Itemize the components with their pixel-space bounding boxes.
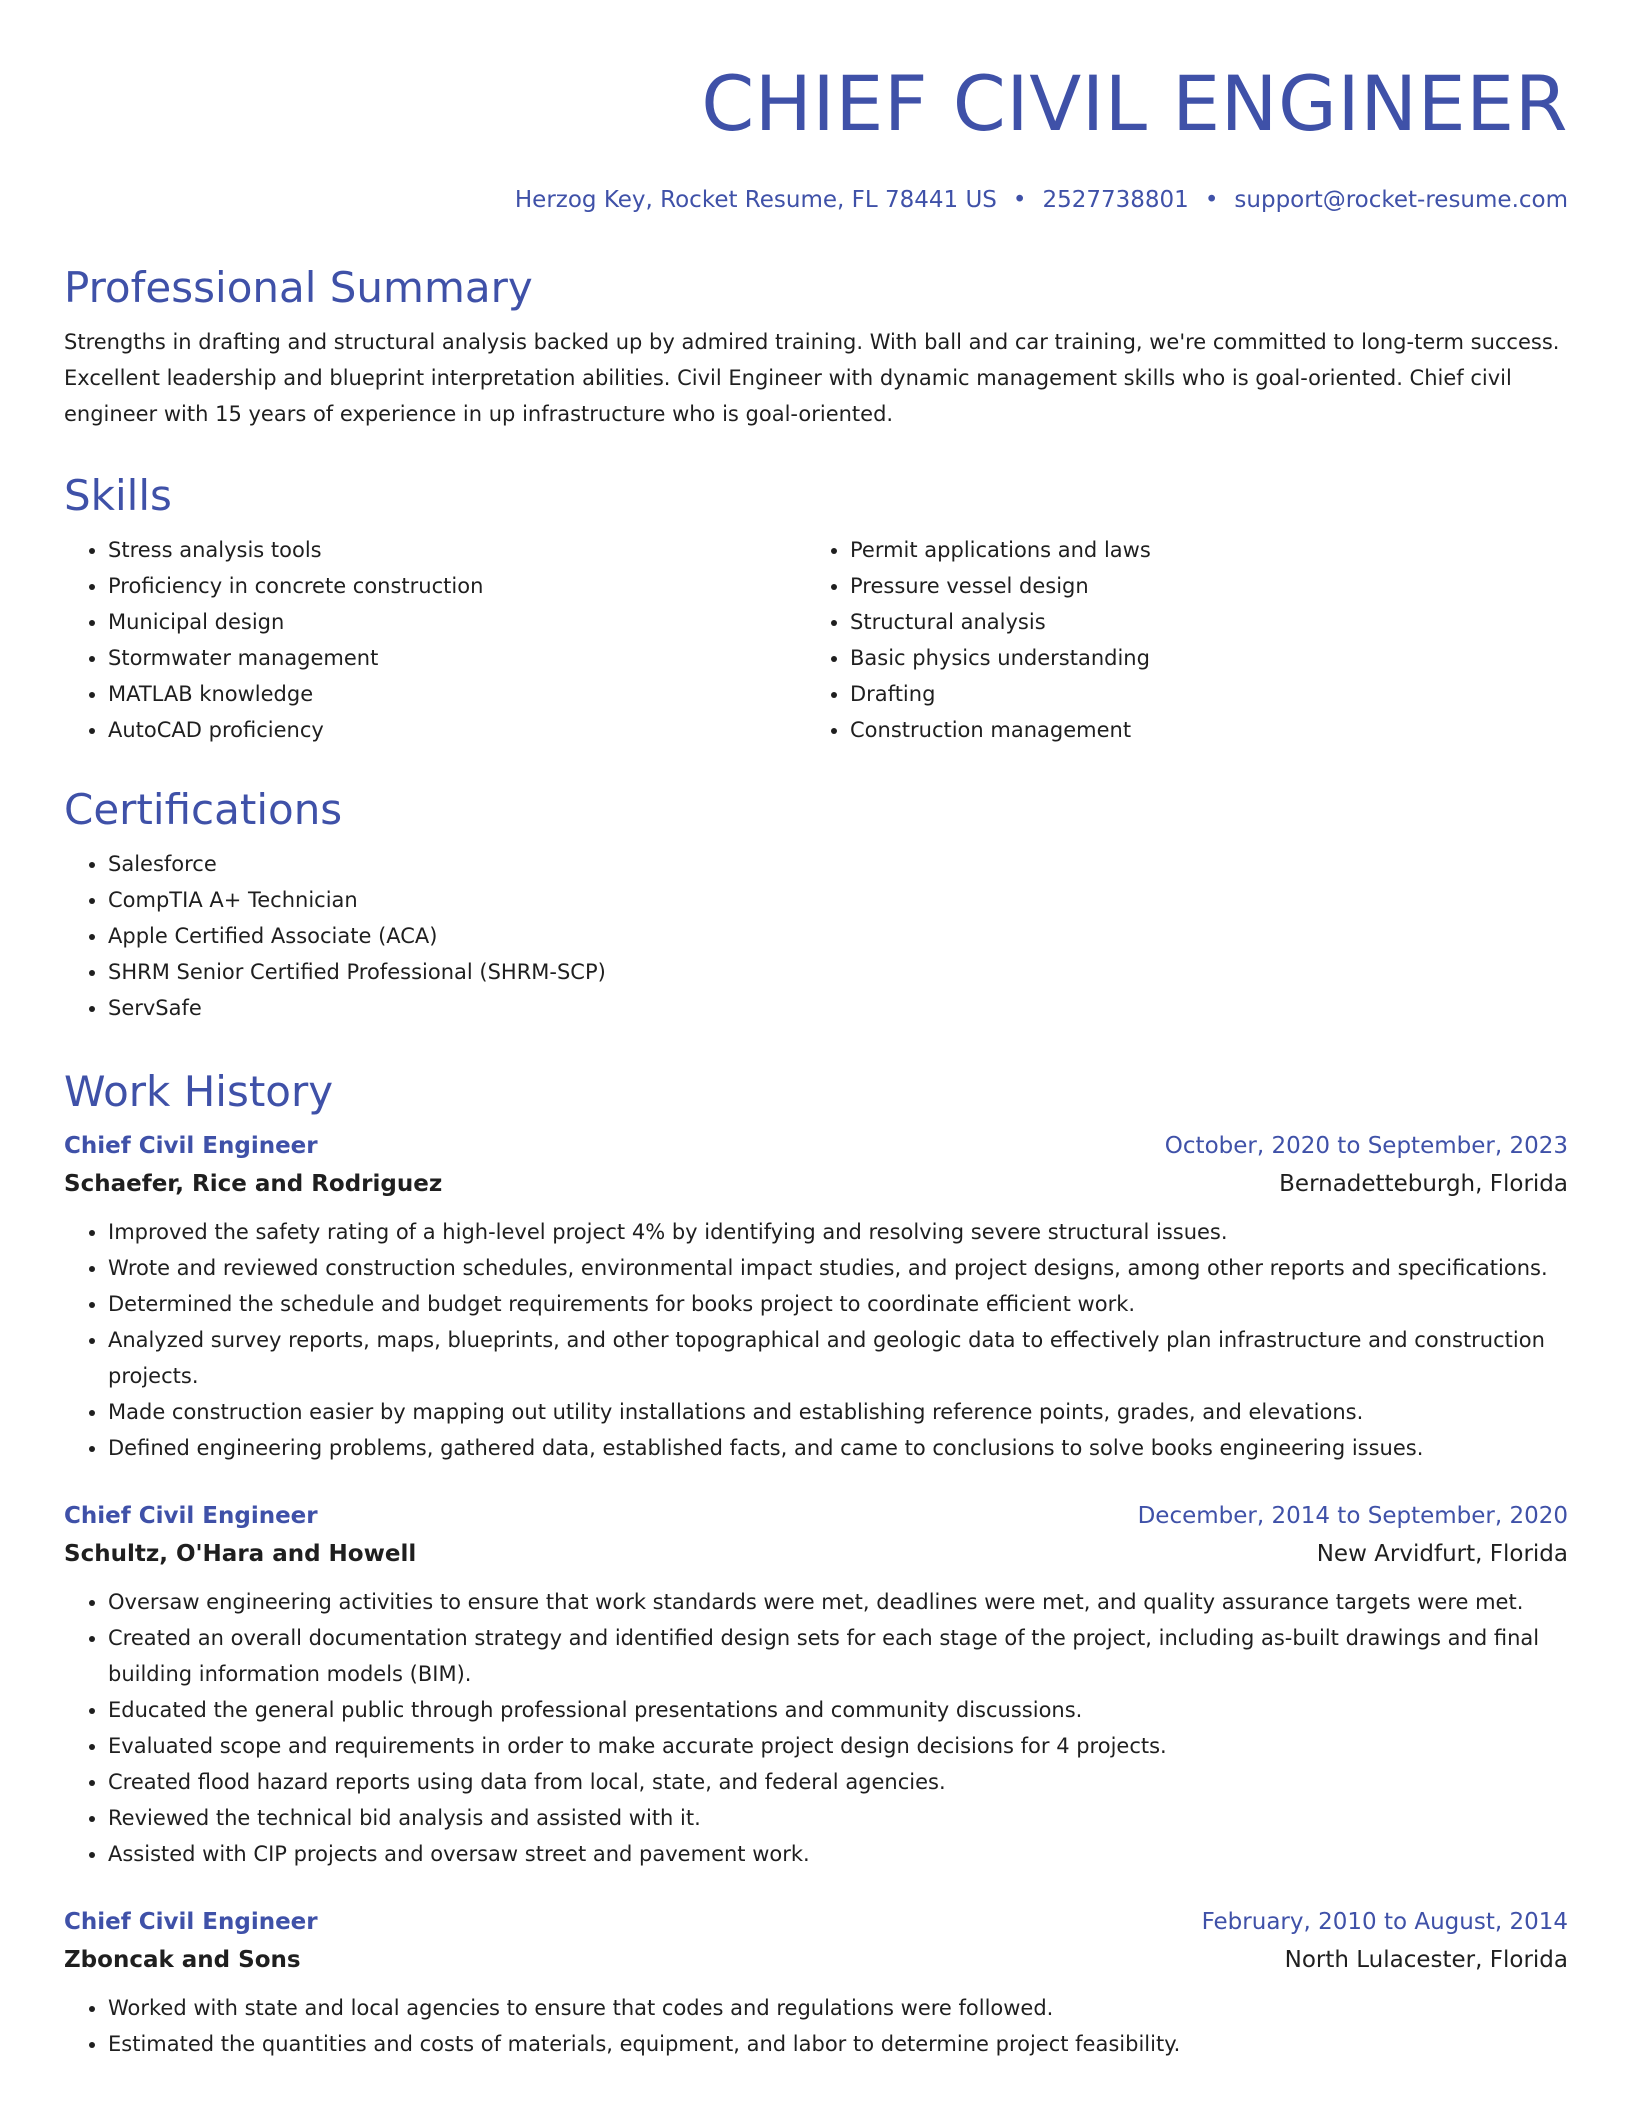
list-item: • Improved the safety rating of a high-level project 4% by identifying and resolving severe structural issues. (108, 1214, 1568, 1250)
skills-heading: Skills (64, 471, 172, 520)
list-item: • ServSafe (108, 990, 1568, 1026)
work-history-section (64, 1066, 1568, 2062)
list-item: • Stormwater management (108, 640, 806, 676)
list-item: • Created flood hazard reports using data from local, state, and federal agencies. (108, 1764, 1568, 1800)
list-item: • Evaluated scope and requirements in order to make accurate project design decisions for 4 projects. (108, 1728, 1568, 1764)
list-item: • Salesforce (108, 846, 1568, 882)
job-bullets (64, 1214, 1568, 1466)
job-bullets (64, 1990, 1568, 2062)
certifications-list (64, 846, 1568, 1026)
list-item: • Educated the general public through professional presentations and community discussions. (108, 1692, 1568, 1728)
list-item: • Reviewed the technical bid analysis and assisted with it. (108, 1800, 1568, 1836)
job-location: New Arvidfurt, Florida (1316, 1541, 1568, 1567)
skills-section (64, 470, 1568, 748)
job-company-row (64, 1534, 1568, 1574)
list-item: • Basic physics understanding (850, 640, 1548, 676)
list-item: • Analyzed survey reports, maps, blueprints, and other topographical and geologic data to effectively plan infrastructure and construction projects. (108, 1322, 1568, 1394)
job-company: Schaefer, Rice and Rodriguez (64, 1171, 443, 1197)
list-item: • Pressure vessel design (850, 568, 1548, 604)
work-history-heading: Work History (64, 1067, 334, 1116)
skills-column-left (64, 532, 806, 748)
job-title: Chief Civil Engineer (64, 1503, 318, 1529)
job-company-row (64, 1164, 1568, 1204)
list-item: • Construction management (850, 712, 1548, 748)
job-bullets (64, 1584, 1568, 1872)
list-item: • Estimated the quantities and costs of materials, equipment, and labor to determine project feasibility. (108, 2026, 1568, 2062)
resume-header (64, 0, 1568, 214)
list-item: • Made construction easier by mapping out utility installations and establishing reference points, grades, and elevations. (108, 1394, 1568, 1430)
list-item: • Assisted with CIP projects and oversaw street and pavement work. (108, 1836, 1568, 1872)
list-item: • SHRM Senior Certified Professional (SHRM-SCP) (108, 954, 1568, 990)
job-dates: February, 2010 to August, 2014 (1201, 1909, 1568, 1935)
list-item: • Determined the schedule and budget requirements for books project to coordinate efficient work. (108, 1286, 1568, 1322)
list-item: • Defined engineering problems, gathered data, established facts, and came to conclusions to solve books engineering issues. (108, 1430, 1568, 1466)
job-dates: October, 2020 to September, 2023 (1164, 1133, 1568, 1159)
list-item: • Stress analysis tools (108, 532, 806, 568)
list-item: • Drafting (850, 676, 1548, 712)
list-item: • Structural analysis (850, 604, 1548, 640)
job-title-row (64, 1128, 1568, 1164)
skills-column-right (806, 532, 1548, 748)
list-item: • Worked with state and local agencies to ensure that codes and regulations were followed. (108, 1990, 1568, 2026)
list-item: • CompTIA A+ Technician (108, 882, 1568, 918)
certifications-heading: Certifications (64, 785, 343, 834)
skills-list-right (806, 532, 1548, 748)
list-item: • Apple Certified Associate (ACA) (108, 918, 1568, 954)
job-title: Chief Civil Engineer (64, 1133, 318, 1159)
list-item: • AutoCAD proficiency (108, 712, 806, 748)
job-entry (64, 1904, 1568, 2062)
separator-dot: • (1204, 187, 1219, 213)
separator-dot: • (1012, 187, 1027, 213)
job-entry (64, 1498, 1568, 1872)
job-location: North Lulacester, Florida (1284, 1947, 1568, 1973)
contact-line (64, 186, 1568, 214)
summary-section (64, 262, 1568, 432)
summary-heading: Professional Summary (64, 263, 533, 312)
list-item: • Proficiency in concrete construction (108, 568, 806, 604)
job-dates: December, 2014 to September, 2020 (1137, 1503, 1568, 1529)
list-item: • Created an overall documentation strategy and identified design sets for each stage of the project, including as-built drawings and final building information models (BIM). (108, 1620, 1568, 1692)
summary-text: Strengths in drafting and structural analysis backed up by admired training. With ball and car training, we're committed to long-term success. Excellent leadership and blueprint interpretation abilities. Civil Engineer with dynamic management skills who is goal-oriented. Chief civil engineer with 15 years of experience in up infrastructure who is goal-oriented. (64, 330, 1560, 426)
job-company: Zboncak and Sons (64, 1947, 301, 1973)
job-company: Schultz, O'Hara and Howell (64, 1541, 417, 1567)
list-item: • Permit applications and laws (850, 532, 1548, 568)
phone-text: 2527738801 (1042, 187, 1189, 213)
list-item: • Municipal design (108, 604, 806, 640)
list-item: • Oversaw engineering activities to ensure that work standards were met, deadlines were met, and quality assurance targets were met. (108, 1584, 1568, 1620)
email-link[interactable]: support@rocket-resume.com (1234, 187, 1568, 213)
address-text: Herzog Key, Rocket Resume, FL 78441 US (514, 187, 997, 213)
list-item: • Wrote and reviewed construction schedules, environmental impact studies, and project designs, among other reports and specifications. (108, 1250, 1568, 1286)
job-title-row (64, 1904, 1568, 1940)
jobs-container (64, 1128, 1568, 2062)
page-title: CHIEF CIVIL ENGINEER (701, 59, 1568, 148)
job-location: Bernadetteburgh, Florida (1279, 1171, 1568, 1197)
job-title: Chief Civil Engineer (64, 1909, 318, 1935)
job-company-row (64, 1940, 1568, 1980)
job-entry (64, 1128, 1568, 1466)
skills-list-left (64, 532, 806, 748)
list-item: • MATLAB knowledge (108, 676, 806, 712)
certifications-section (64, 784, 1568, 1026)
job-title-row (64, 1498, 1568, 1534)
skills-columns (64, 532, 1568, 748)
